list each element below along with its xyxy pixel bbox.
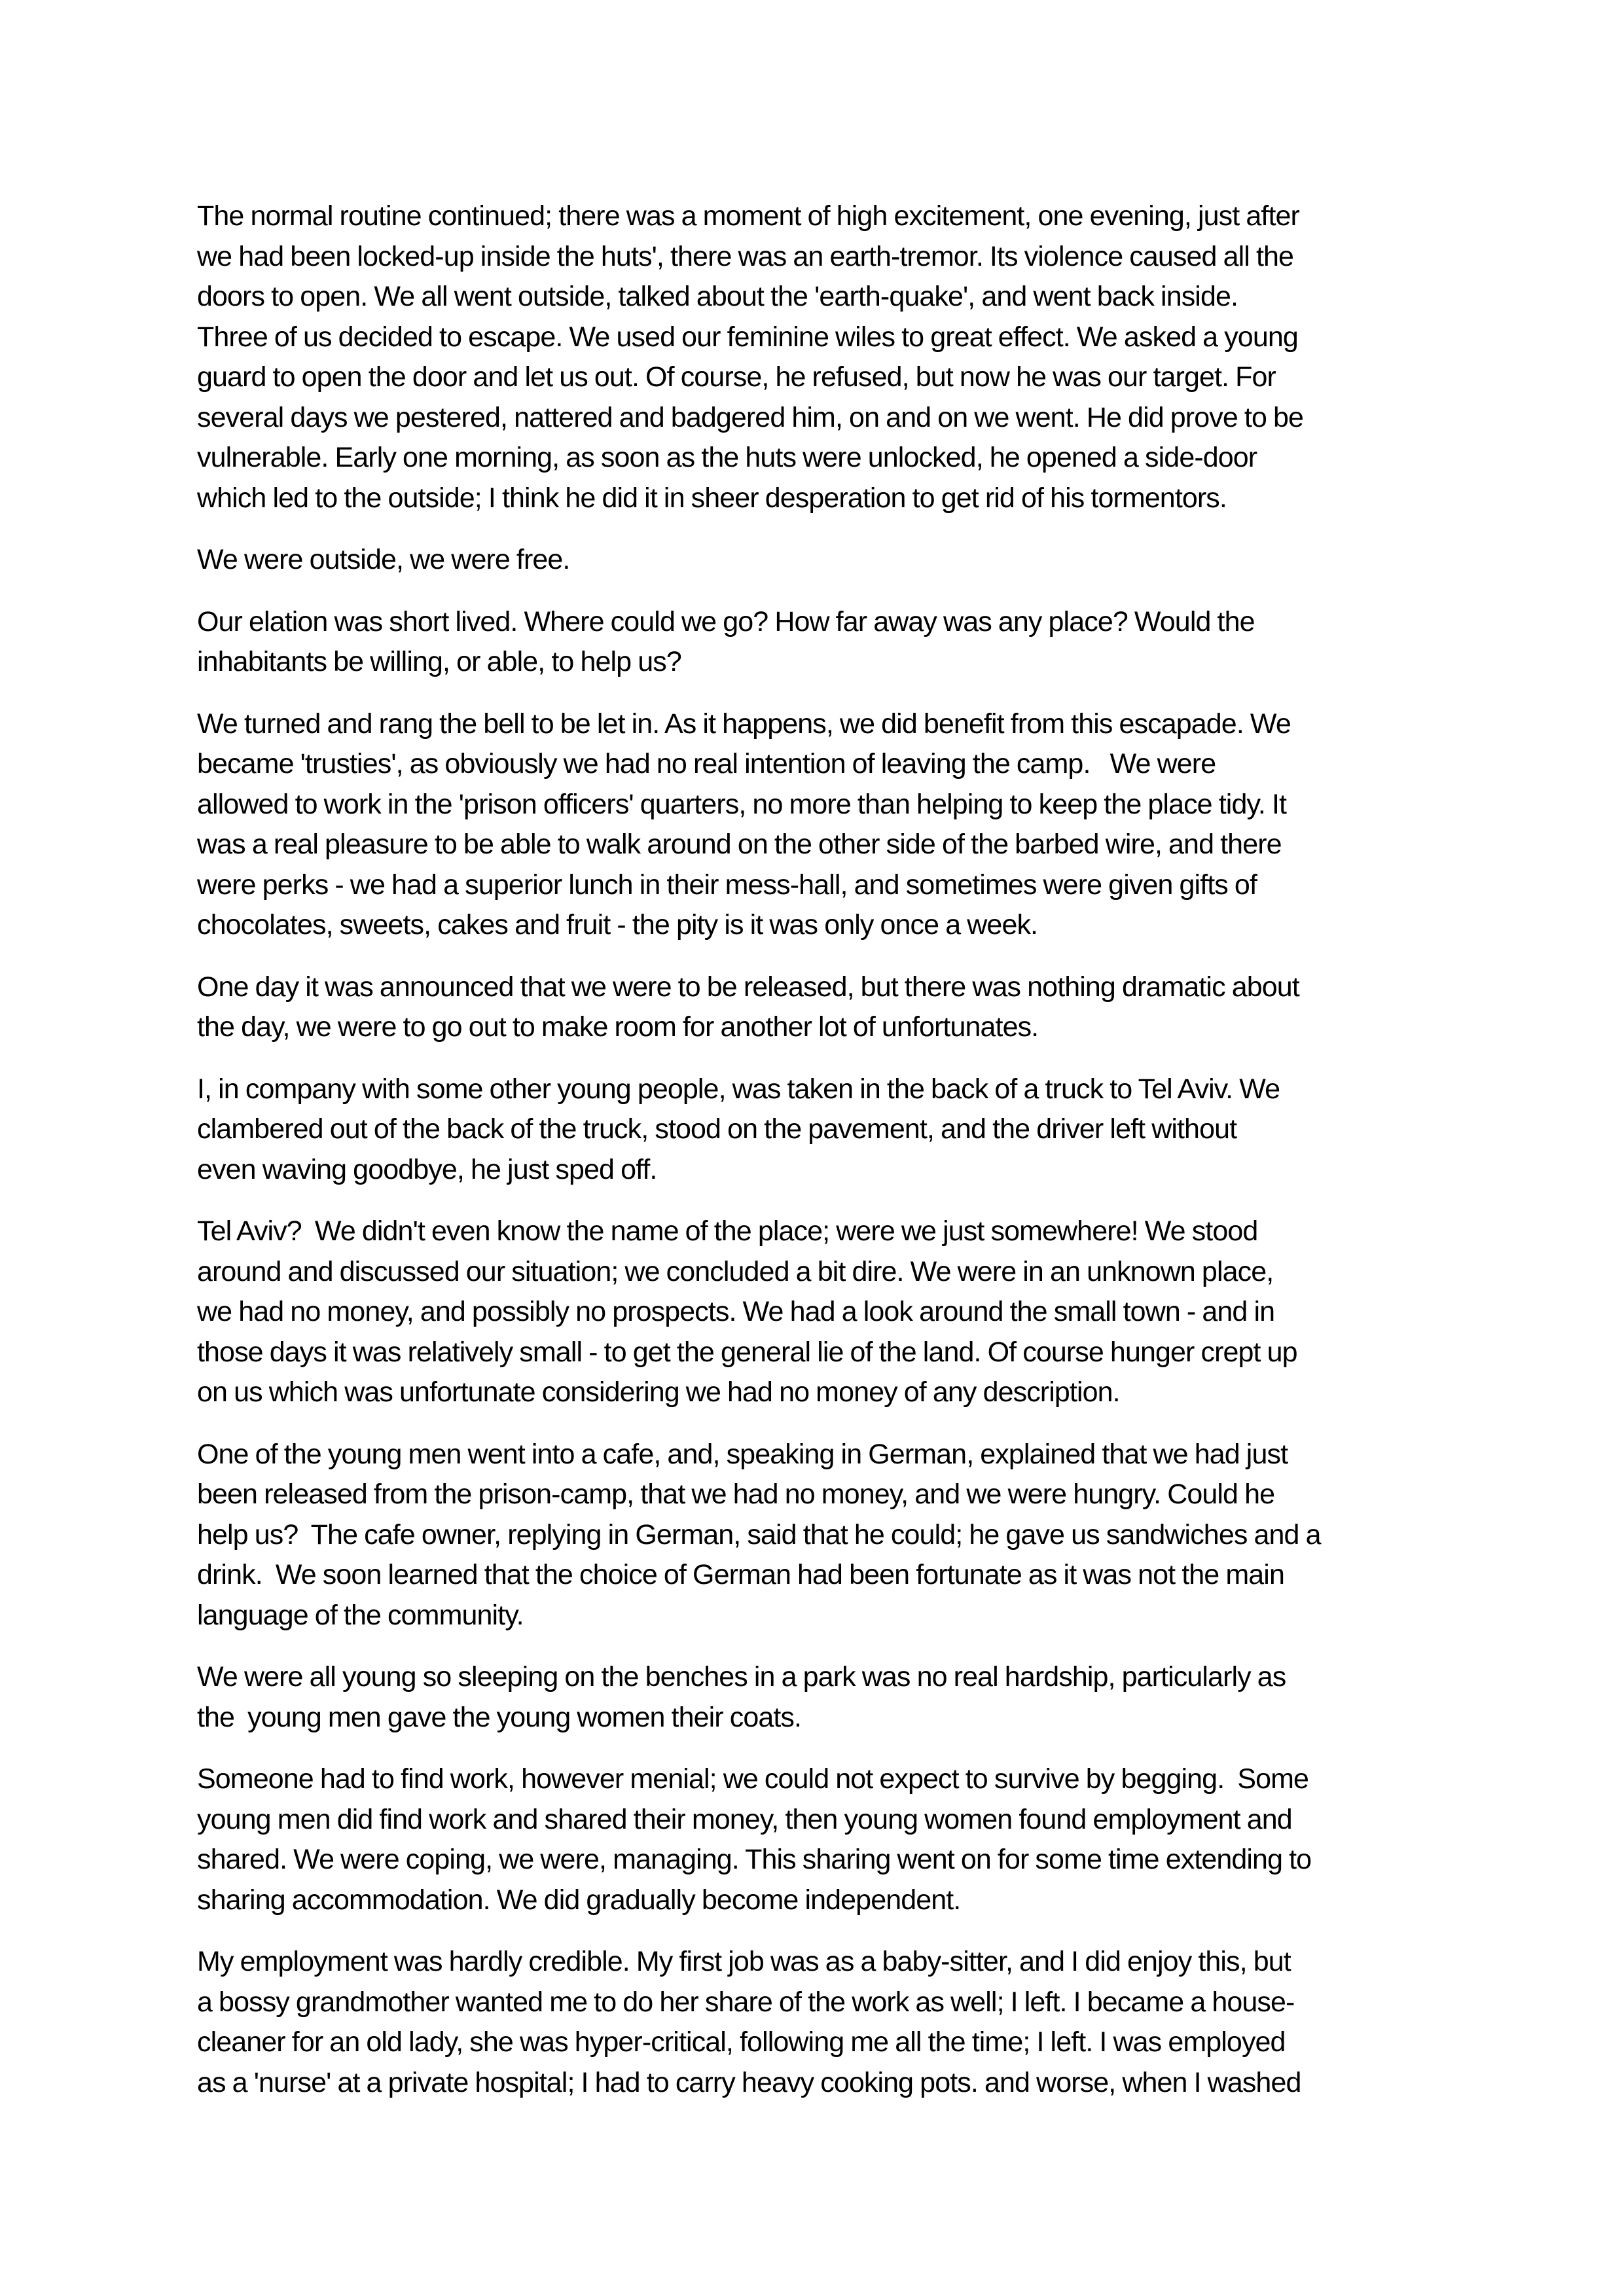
text-line: those days it was relatively small - to get the general lie of the land. Of course hunger crept up [197,1336,1297,1368]
text-line: as a 'nurse' at a private hospital; I had to carry heavy cooking pots. and worse, when I washed [197,2066,1301,2098]
text-line: language of the community. [197,1599,524,1631]
text-line: Our elation was short lived. Where could we go? How far away was any place? Would the [197,605,1255,637]
text-line: We were all young so sleeping on the benches in a park was no real hardship, particularly as [197,1661,1286,1693]
paragraph-elation-short-lived [197,602,1441,683]
paragraph-tel-aviv-situation [197,1211,1441,1413]
paragraph-truck-to-tel-aviv [197,1069,1441,1191]
paragraph-released [197,967,1441,1048]
paragraph-finding-work [197,1759,1441,1920]
text-line: clambered out of the back of the truck, stood on the pavement, and the driver left without [197,1113,1237,1145]
paragraph-trusties [197,704,1441,946]
paragraph-cafe-german [197,1435,1441,1636]
text-line: even waving goodbye, he just sped off. [197,1153,657,1185]
paragraph-employment [197,1942,1441,2103]
text-line: the day, we were to go out to make room for another lot of unfortunates. [197,1011,1039,1043]
text-line: One day it was announced that we were to be released, but there was nothing dramatic about [197,971,1299,1003]
text-line: My employment was hardly credible. My first job was as a baby-sitter, and I did enjoy this, but [197,1946,1291,1977]
text-line: drink. We soon learned that the choice of German had been fortunate as it was not the main [197,1559,1284,1590]
paragraph-park-benches [197,1657,1441,1738]
text-line: several days we pestered, nattered and badgered him, on and on we went. He did prove to be [197,401,1304,433]
text-line: guard to open the door and let us out. Of course, he refused, but now he was our target. For [197,361,1276,393]
text-line: been released from the prison-camp, that we had no money, and we were hungry. Could he [197,1479,1275,1510]
text-line: Tel Aviv? We didn't even know the name of the place; were we just somewhere! We stood [197,1215,1258,1247]
text-line: inhabitants be willing, or able, to help us? [197,646,681,677]
paragraph-outside-free [197,540,1441,581]
text-line: became 'trusties', as obviously we had no real intention of leaving the camp. We were [197,748,1216,780]
text-line: we had been locked-up inside the huts', there was an earth-tremor. Its violence caused all the [197,240,1294,272]
text-line: One of the young men went into a cafe, and, speaking in German, explained that we had just [197,1438,1288,1470]
text-line: chocolates, sweets, cakes and fruit - the pity is it was only once a week. [197,909,1038,941]
text-line: around and discussed our situation; we concluded a bit dire. We were in an unknown place, [197,1255,1274,1287]
document-page [197,196,1441,2125]
text-line: we had no money, and possibly no prospects. We had a look around the small town - and in [197,1296,1275,1327]
text-line: vulnerable. Early one morning, as soon as the huts were unlocked, he opened a side-door [197,442,1257,473]
text-line: I, in company with some other young people, was taken in the back of a truck to Tel Aviv. We [197,1073,1280,1105]
text-line: help us? The cafe owner, replying in German, said that he could; he gave us sandwiches and a [197,1518,1321,1551]
text-line: Someone had to find work, however menial; we could not expect to survive by begging. Some [197,1763,1309,1795]
text-line: allowed to work in the 'prison officers' quarters, no more than helping to keep the place tidy. It [197,788,1287,820]
text-line: The normal routine continued; there was a moment of high excitement, one evening, just after [197,200,1299,232]
text-line: which led to the outside; I think he did it in sheer desperation to get rid of his tormentors. [197,482,1227,514]
text-line: We turned and rang the bell to be let in. As it happens, we did benefit from this escapade. We [197,708,1291,740]
text-line: Three of us decided to escape. We used our feminine wiles to great effect. We asked a young [197,321,1298,353]
text-line: We were outside, we were free. [197,544,570,575]
text-line: a bossy grandmother wanted me to do her share of the work as well; I left. I became a house- [197,1986,1295,2018]
text-line: on us which was unfortunate considering we had no money of any description. [197,1376,1120,1408]
text-line: shared. We were coping, we were, managing. This sharing went on for some time extending to [197,1844,1312,1875]
text-line: doors to open. We all went outside, talked about the 'earth-quake', and went back inside. [197,281,1238,312]
text-line: the young men gave the young women their coats. [197,1701,802,1733]
paragraph-earth-tremor-escape [197,196,1441,518]
text-line: young men did find work and shared their money, then young women found employment and [197,1803,1292,1835]
text-line: were perks - we had a superior lunch in their mess-hall, and sometimes were given gifts of [197,869,1257,901]
text-line: cleaner for an old lady, she was hyper-critical, following me all the time; I left. I was employed [197,2026,1286,2058]
text-line: was a real pleasure to be able to walk around on the other side of the barbed wire, and there [197,829,1282,860]
text-line: sharing accommodation. We did gradually become independent. [197,1884,961,1916]
